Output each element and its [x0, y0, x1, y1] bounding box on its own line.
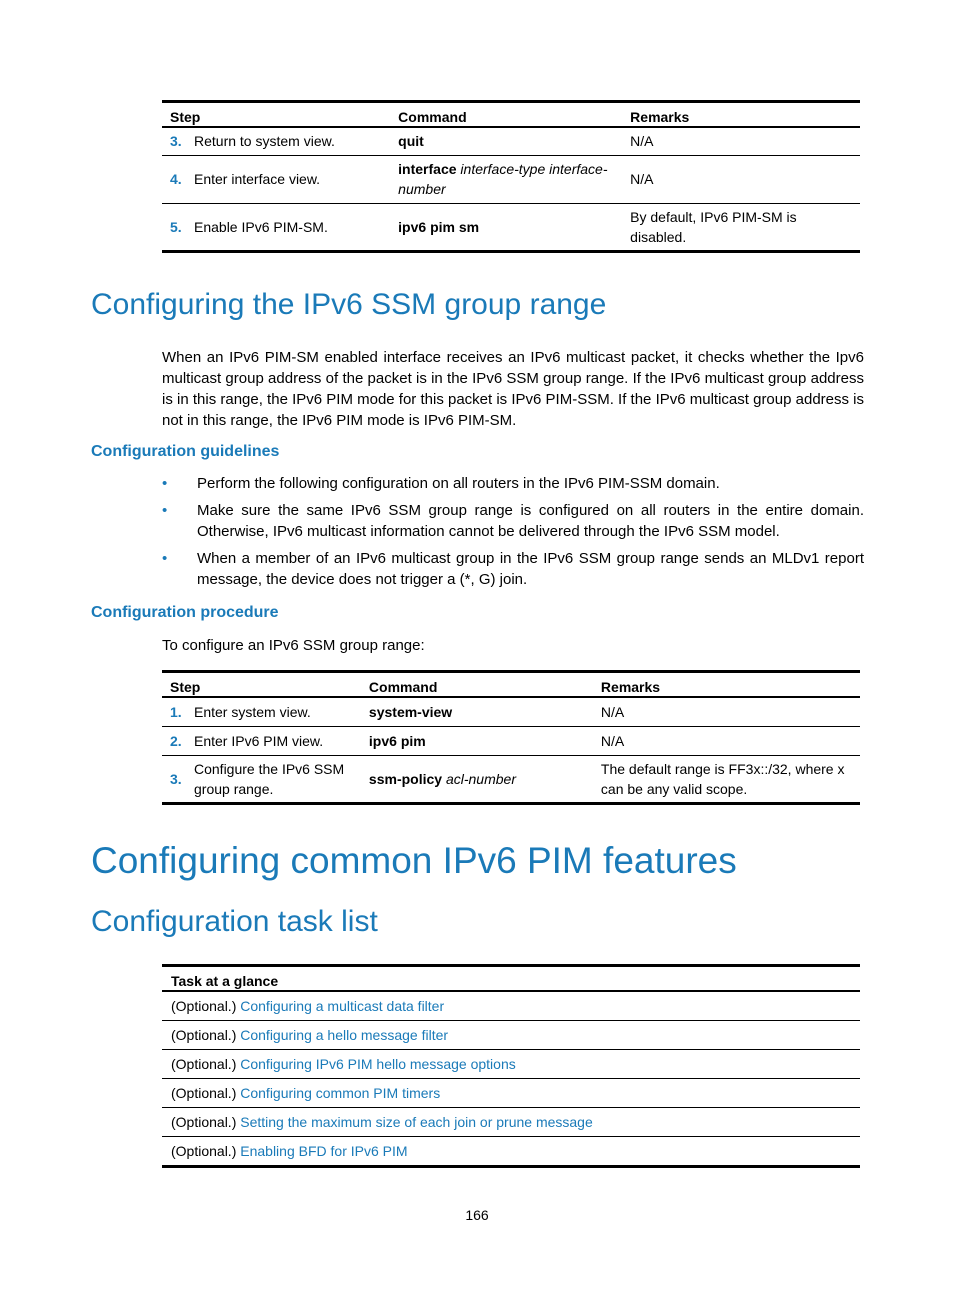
step-number: 3. [170, 133, 182, 150]
table-row [162, 991, 860, 1021]
section-title-ssm-group-range: Configuring the IPv6 SSM group range [91, 288, 607, 321]
table-row [162, 1137, 860, 1167]
task-optional-label: (Optional.) [171, 998, 241, 1014]
col-header-step: Step [170, 679, 201, 695]
remarks-cell: N/A [600, 703, 625, 720]
command-cell [390, 203, 622, 251]
table-row [162, 1079, 860, 1108]
command-keyword: quit [398, 133, 424, 150]
command-cell [361, 726, 593, 755]
step-number: 4. [170, 171, 182, 187]
command-cell [361, 755, 593, 803]
task-cell [162, 1079, 860, 1108]
task-link[interactable]: Enabling BFD for IPv6 PIM [240, 1143, 408, 1159]
col-header-command: Command [398, 109, 467, 125]
bullet-icon: • [162, 501, 168, 519]
task-optional-label: (Optional.) [171, 1085, 241, 1101]
step-description: Enter interface view. [194, 171, 321, 187]
section-title-task-list: Configuration task list [91, 905, 378, 938]
command-keyword: ssm-policy [368, 770, 443, 787]
task-link[interactable]: Configuring a multicast data filter [240, 998, 445, 1014]
command-cell [361, 697, 593, 726]
list-item [162, 500, 864, 543]
section-intro-paragraph: When an IPv6 PIM-SM enabled interface receives an IPv6 multicast packet, it checks whether the Ipv6 multicast group address of the packet is in the IPv6 SSM group range. If the IPv6 multicast group address is in this range, the IPv6 PIM mode for this packet is IPv6 PIM-SSM. If the IPv6 multicast group address is not in this range, the IPv6 PIM mode is IPv6 PIM-SM. [162, 349, 864, 429]
table-row [162, 1050, 860, 1079]
col-header-step: Step [170, 109, 201, 125]
task-link[interactable]: Configuring common PIM timers [240, 1085, 441, 1101]
list-item-text: When a member of an IPv6 multicast group in the IPv6 SSM group range sends an MLDv1 report message, the device does not trigger a (*, G) join. [197, 549, 864, 588]
step-description: Return to system view. [194, 133, 335, 150]
task-cell [162, 991, 860, 1021]
step-description: Enter system view. [194, 703, 311, 720]
command-keyword: system-view [368, 703, 453, 720]
col-header-task: Task at a glance [171, 973, 279, 989]
bullet-icon: • [162, 549, 168, 567]
table-row [162, 203, 860, 251]
step-description: Configure the IPv6 SSM group range. [194, 760, 345, 797]
remarks-cell: N/A [630, 171, 654, 187]
command-argument: interface-type interface-number [398, 161, 608, 197]
task-link[interactable]: Setting the maximum size of each join or prune message [240, 1114, 593, 1130]
col-header-command: Command [368, 679, 438, 695]
subsection-title-guidelines: Configuration guidelines [91, 443, 280, 460]
command-cell [390, 155, 622, 203]
command-keyword: interface [398, 161, 457, 177]
table-header-row [162, 672, 860, 698]
table-row [162, 755, 860, 803]
task-optional-label: (Optional.) [171, 1143, 241, 1159]
col-header-remarks: Remarks [630, 109, 690, 125]
table-header-row [162, 102, 860, 128]
task-optional-label: (Optional.) [171, 1114, 241, 1130]
step-number: 5. [170, 218, 182, 235]
command-cell [390, 127, 622, 155]
task-cell [162, 1108, 860, 1137]
list-item [162, 473, 864, 495]
command-keyword: ipv6 pim [368, 732, 426, 749]
task-cell [162, 1050, 860, 1079]
remarks-cell: N/A [630, 133, 654, 150]
list-item-text: Make sure the same IPv6 SSM group range is configured on all routers in the entire domain. Otherwise, IPv6 multicast information cannot be delivered through the IPv6 SSM model. [197, 501, 864, 540]
page-number: 166 [465, 1207, 489, 1223]
task-cell [162, 1137, 860, 1167]
command-argument: acl-number [445, 770, 516, 787]
chapter-title: Configuring common IPv6 PIM features [91, 840, 737, 881]
task-table [162, 964, 860, 1168]
step-number: 3. [170, 770, 182, 787]
step-description: Enable IPv6 PIM-SM. [194, 218, 328, 235]
table-row [162, 1108, 860, 1137]
bullet-icon: • [162, 475, 168, 492]
step-table-ssm-range [162, 670, 860, 805]
step-number: 1. [170, 703, 182, 720]
subsection-title-procedure: Configuration procedure [91, 604, 279, 621]
table-row [162, 726, 860, 755]
list-item-text: Perform the following configuration on all routers in the IPv6 PIM-SSM domain. [197, 475, 720, 492]
step-number: 2. [170, 732, 182, 749]
remarks-cell: N/A [600, 732, 625, 749]
task-cell [162, 1021, 860, 1050]
col-header-remarks: Remarks [600, 679, 661, 695]
step-description: Enter IPv6 PIM view. [194, 732, 324, 749]
remarks-cell: The default range is FF3x::/32, where x can be any valid scope. [600, 760, 845, 797]
step-table-pim-sm [162, 100, 860, 253]
table-row [162, 127, 860, 155]
table-header-row [162, 966, 860, 992]
table-row [162, 155, 860, 203]
guidelines-list [162, 473, 864, 596]
procedure-intro: To configure an IPv6 SSM group range: [162, 637, 425, 654]
task-link[interactable]: Configuring IPv6 PIM hello message options [240, 1056, 516, 1072]
table-row [162, 1021, 860, 1050]
task-link[interactable]: Configuring a hello message filter [240, 1027, 449, 1043]
table-row [162, 697, 860, 726]
task-optional-label: (Optional.) [171, 1056, 241, 1072]
command-keyword: ipv6 pim sm [398, 218, 480, 235]
list-item [162, 548, 864, 591]
remarks-cell: By default, IPv6 PIM-SM is disabled. [630, 208, 797, 245]
task-optional-label: (Optional.) [171, 1027, 241, 1043]
